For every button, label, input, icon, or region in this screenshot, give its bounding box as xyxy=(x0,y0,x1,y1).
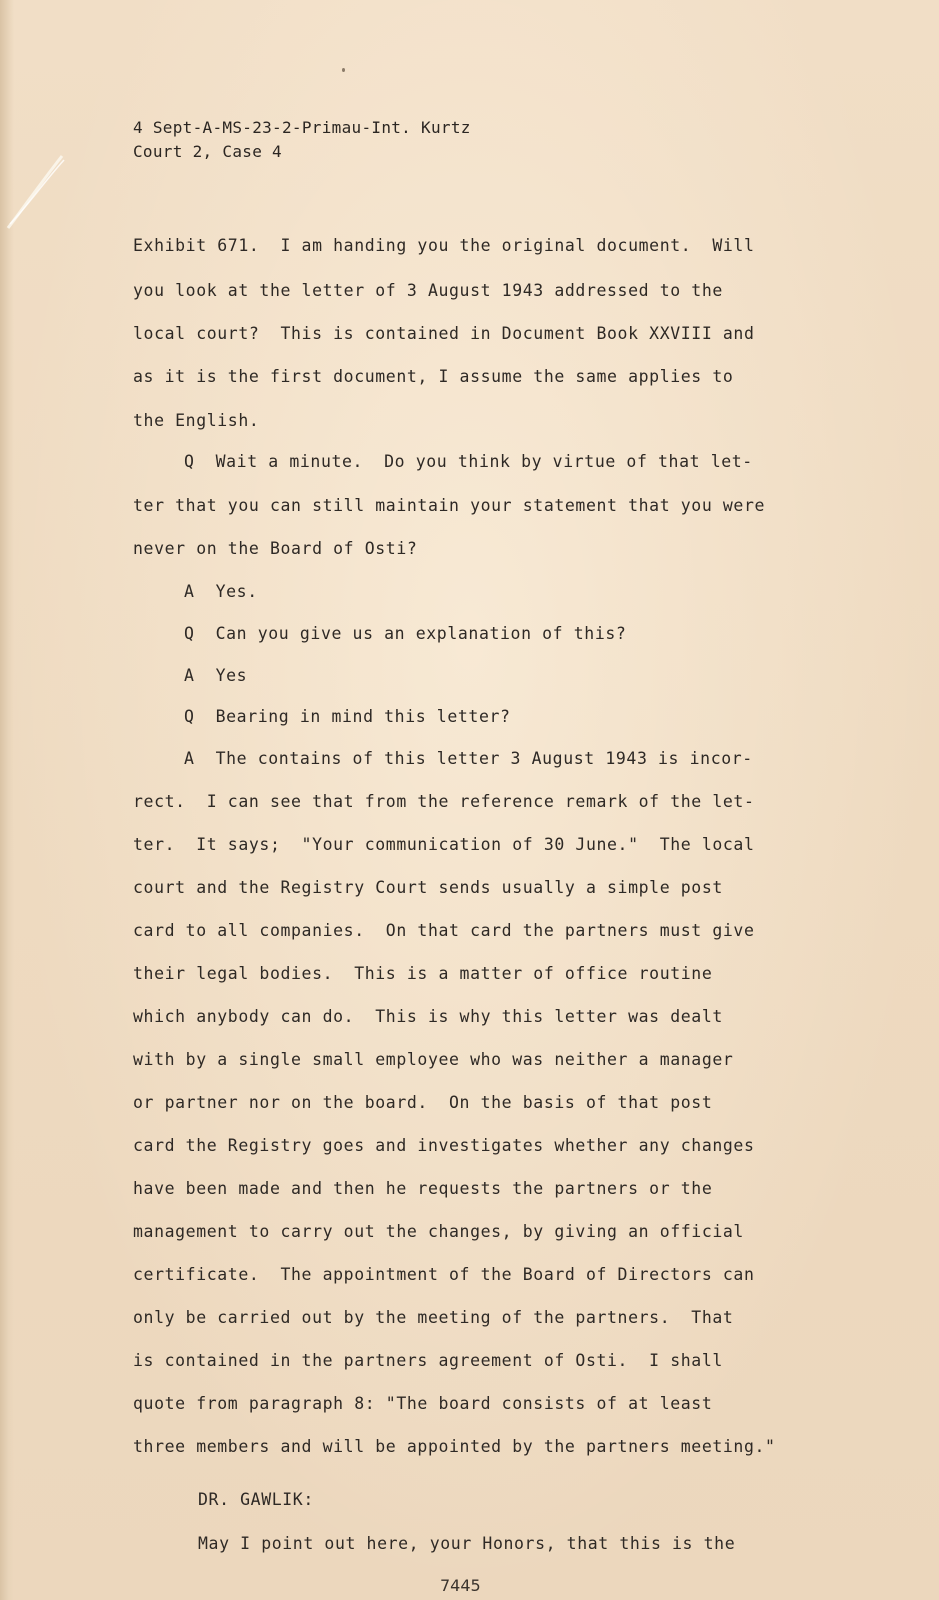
page-number: 7445 xyxy=(440,1576,481,1595)
text-line: court and the Registry Court sends usually a simple post xyxy=(133,878,723,897)
paper-speck xyxy=(342,68,345,72)
text-line: the English. xyxy=(133,411,260,430)
text-line: Exhibit 671. I am handing you the original document. Will xyxy=(133,236,755,255)
question-line: Q Wait a minute. Do you think by virtue of that let- xyxy=(184,452,753,471)
text-line: you look at the letter of 3 August 1943 addressed to the xyxy=(133,281,723,300)
text-line: have been made and then he requests the partners or the xyxy=(133,1179,713,1198)
text-line: local court? This is contained in Document Book XXVIII and xyxy=(133,324,755,343)
text-line: ter that you can still maintain your statement that you were xyxy=(133,496,766,515)
answer-line: A The contains of this letter 3 August 1943 is incor- xyxy=(184,749,753,768)
text-line: is contained in the partners agreement of Osti. I shall xyxy=(133,1351,723,1370)
header-reference: 4 Sept-A-MS-23-2-Primau-Int. Kurtz xyxy=(133,118,471,137)
answer-line: A Yes. xyxy=(184,582,258,601)
text-line: their legal bodies. This is a matter of office routine xyxy=(133,964,713,983)
text-line: May I point out here, your Honors, that this is the xyxy=(198,1534,736,1553)
text-line: card the Registry goes and investigates whether any changes xyxy=(133,1136,755,1155)
text-line: only be carried out by the meeting of the partners. That xyxy=(133,1308,734,1327)
string-fiber-icon xyxy=(0,150,70,240)
text-line: management to carry out the changes, by giving an official xyxy=(133,1222,744,1241)
text-line: rect. I can see that from the reference remark of the let- xyxy=(133,792,755,811)
text-line: certificate. The appointment of the Board of Directors can xyxy=(133,1265,755,1284)
text-line: never on the Board of Osti? xyxy=(133,539,418,558)
answer-line: A Yes xyxy=(184,666,248,685)
text-line: three members and will be appointed by the partners meeting." xyxy=(133,1437,776,1456)
header-court-case: Court 2, Case 4 xyxy=(133,142,282,161)
text-line: card to all companies. On that card the partners must give xyxy=(133,921,755,940)
text-line: as it is the first document, I assume the same applies to xyxy=(133,367,734,386)
text-line: quote from paragraph 8: "The board consists of at least xyxy=(133,1394,713,1413)
text-line: or partner nor on the board. On the basis of that post xyxy=(133,1093,713,1112)
question-line: Q Bearing in mind this letter? xyxy=(184,707,511,726)
text-line: ter. It says; "Your communication of 30 June." The local xyxy=(133,835,755,854)
speaker-label: DR. GAWLIK: xyxy=(198,1490,314,1509)
text-line: with by a single small employee who was neither a manager xyxy=(133,1050,734,1069)
text-line: which anybody can do. This is why this letter was dealt xyxy=(133,1007,723,1026)
paper-edge xyxy=(0,0,14,1600)
question-line: Q Can you give us an explanation of this? xyxy=(184,624,627,643)
